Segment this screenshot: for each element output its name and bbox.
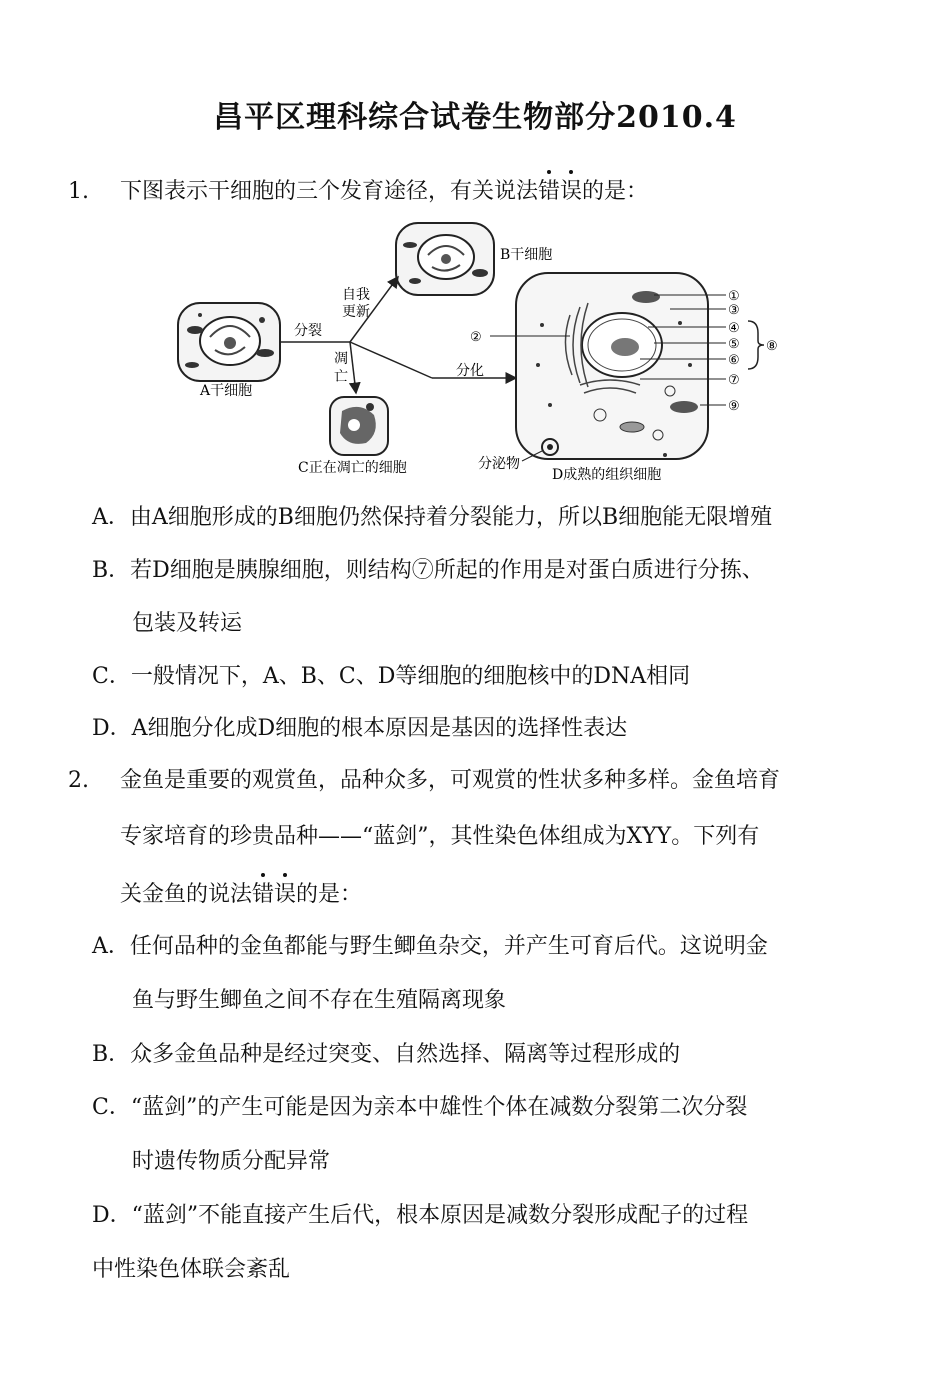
q1-stem-after: 的是： <box>582 179 649 204</box>
q2-option-a-line-2: 鱼与野生鲫鱼之间不存在生殖隔离现象 <box>132 988 507 1013</box>
marker-3: ③ <box>728 303 740 318</box>
arrow-label-self-1: 自我 <box>342 287 370 303</box>
question-2-number: 2. <box>68 768 89 793</box>
arrow-label-apop-1: 凋 <box>334 351 348 367</box>
marker-4: ④ <box>728 321 740 336</box>
q2-option-c-line-2: 时遗传物质分配异常 <box>132 1149 331 1174</box>
q1-option-a: A．由A细胞形成的B细胞仍然保持着分裂能力，所以B细胞能无限增殖 <box>92 505 773 530</box>
label-a: A干细胞 <box>200 383 253 399</box>
q2-option-d-line-1: D．“蓝剑”不能直接产生后代，根本原因是减数分裂形成配子的过程 <box>92 1203 749 1228</box>
question-1-number: 1. <box>68 179 89 204</box>
q1-emph-char-1: 错 <box>538 177 560 207</box>
label-b: B干细胞 <box>500 247 553 263</box>
cell-a <box>178 303 280 381</box>
q2-emph-char-1: 错 <box>252 880 274 910</box>
arrow-label-split: 分裂 <box>294 323 322 339</box>
page-title: 昌平区理科综合试卷生物部分2010.4 <box>213 100 737 135</box>
arrow-label-diff: 分化 <box>456 363 484 379</box>
q2-option-c-line-1: C．“蓝剑”的产生可能是因为亲本中雄性个体在减数分裂第二次分裂 <box>92 1095 748 1120</box>
marker-1: ① <box>728 289 740 304</box>
q2-stem-line-3 <box>120 880 362 910</box>
marker-9: ⑨ <box>728 399 740 414</box>
q1-stem-before: 下图表示干细胞的三个发育途径，有关说法 <box>120 179 539 204</box>
q2-stem-line-2: 专家培育的珍贵品种——“蓝剑”，其性染色体组成为XYY。下列有 <box>120 824 760 849</box>
q2-option-b: B．众多金鱼品种是经过突变、自然选择、隔离等过程形成的 <box>92 1042 681 1067</box>
q1-option-b-line-1: B．若D细胞是胰腺细胞，则结构⑦所起的作用是对蛋白质进行分拣、 <box>92 558 764 583</box>
q1-option-c: C．一般情况下，A、B、C、D等细胞的细胞核中的DNA相同 <box>92 664 691 689</box>
q1-option-d: D．A细胞分化成D细胞的根本原因是基因的选择性表达 <box>92 716 628 741</box>
cell-b <box>396 223 494 295</box>
marker-8: ⑧ <box>766 339 778 354</box>
q2-stem-after: 的是： <box>296 882 363 907</box>
q1-option-b-line-2: 包装及转运 <box>132 611 243 636</box>
label-secretion: 分泌物 <box>478 456 520 472</box>
label-d: D成熟的组织细胞 <box>552 467 662 483</box>
marker-7: ⑦ <box>728 373 740 388</box>
q2-stem-line-1: 金鱼是重要的观赏鱼，品种众多，可观赏的性状多种多样。金鱼培育 <box>120 768 781 793</box>
label-c: C正在凋亡的细胞 <box>298 460 407 476</box>
q2-option-a-line-1: A．任何品种的金鱼都能与野生鲫鱼杂交，并产生可育后代。这说明金 <box>92 934 768 959</box>
question-1-stem <box>120 177 648 207</box>
stem-cell-diagram <box>170 215 790 485</box>
marker-2: ② <box>470 330 482 345</box>
cell-c <box>330 397 388 455</box>
marker-5: ⑤ <box>728 337 740 352</box>
arrow-label-apop-2: 亡 <box>334 369 348 385</box>
q2-stem-before: 关金鱼的说法 <box>120 882 253 907</box>
marker-6: ⑥ <box>728 353 740 368</box>
arrow-label-self-2: 更新 <box>342 304 370 320</box>
q2-option-d-line-2: 中性染色体联会紊乱 <box>92 1257 291 1282</box>
q2-emph-char-2: 误 <box>274 880 296 910</box>
q1-emph-char-2: 误 <box>560 177 582 207</box>
cell-d <box>516 273 708 459</box>
